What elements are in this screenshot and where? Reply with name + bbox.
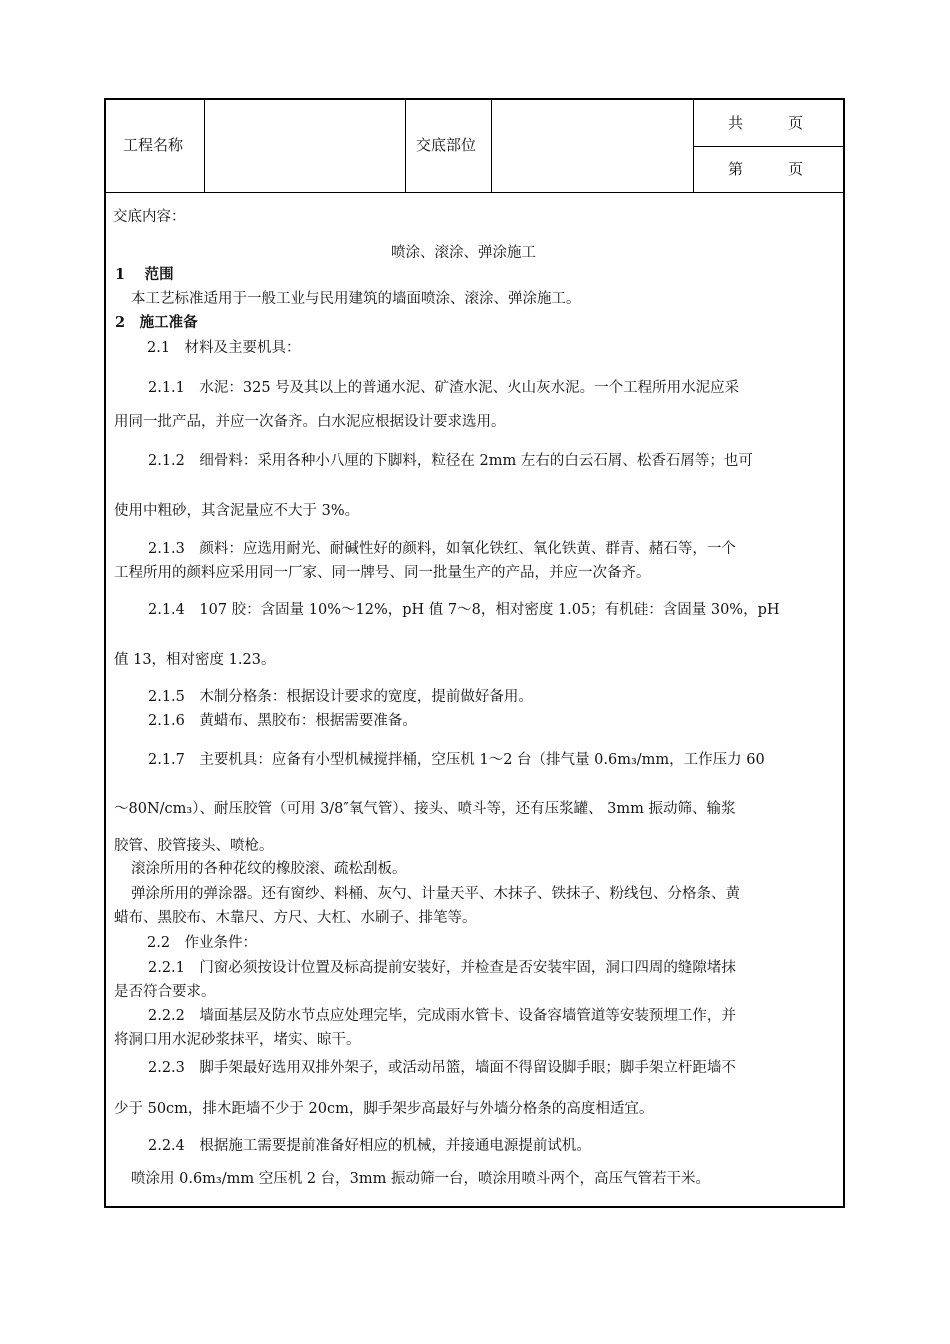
paragraph-line: ～80N/cm₃）、耐压胶管（可用 3/8″氧气管）、接头、喷斗等，还有压浆罐、 3mm 振动筛、输浆 — [114, 801, 736, 817]
paragraph-line: 少于 50cm，排木距墙不少于 20cm，脚手架步高最好与外墙分格条的高度相适宜。 — [114, 1101, 654, 1117]
paragraph-line: 用同一批产品，并应一次备齐。白水泥应根据设计要求选用。 — [114, 414, 506, 430]
paragraph-line: 2.2.4 根据施工需要提前准备好相应的机械，并接通电源提前试机。 — [148, 1138, 591, 1154]
divider — [491, 100, 492, 192]
page-number: 第 页 — [728, 160, 804, 178]
paragraph-line: 蜡布、黑胶布、木靠尺、方尺、大杠、水刷子、排笔等。 — [114, 910, 477, 926]
subsection-heading: 2.2 作业条件： — [147, 935, 258, 951]
paragraph-line: 2.1.1 水泥：325 号及其以上的普通水泥、矿渣水泥、火山灰水泥。一个工程所用水泥应采 — [148, 380, 740, 396]
divider — [204, 100, 205, 192]
paragraph-line: 将洞口用水泥砂浆抹平，堵实、晾干。 — [114, 1032, 361, 1048]
paragraph-line: 2.1.5 木制分格条：根据设计要求的宽度，提前做好备用。 — [148, 689, 533, 705]
paragraph-line: 工程所用的颜料应采用同一厂家、同一牌号、同一批量生产的产品，并应一次备齐。 — [114, 565, 651, 581]
paragraph-line: 2.2.3 脚手架最好选用双排外架子，或活动吊篮，墙面不得留设脚手眼；脚手架立杆距墙不 — [148, 1060, 736, 1076]
paragraph-line: 2.1.3 颜料：应选用耐光、耐碱性好的颜料，如氧化铁红、氧化铁黄、群青、赭石等，一个 — [148, 541, 736, 557]
disclosure-content — [106, 193, 843, 1206]
project-name-label: 工程名称 — [123, 136, 184, 154]
section-heading: 1 范围 — [115, 266, 174, 283]
paragraph-line: 本工艺标准适用于一般工业与民用建筑的墙面喷涂、滚涂、弹涂施工。 — [131, 291, 581, 307]
disclosure-form — [104, 98, 845, 1208]
document-title: 喷涂、滚涂、弹涂施工 — [391, 245, 536, 261]
paragraph-line: 值 13，相对密度 1.23。 — [114, 652, 276, 668]
paragraph-line: 2.1.7 主要机具：应备有小型机械搅拌桶，空压机 1～2 台（排气量 0.6m₃/mm，工作压力 60 — [148, 752, 765, 768]
paragraph-line: 2.2.2 墙面基层及防水节点应处理完毕，完成雨水管卡、设备容墙管道等安装预埋工作，并 — [148, 1008, 736, 1024]
location-label: 交底部位 — [416, 136, 477, 154]
paragraph-line: 胶管、胶管接头、喷枪。 — [114, 838, 274, 854]
paragraph-line: 弹涂所用的弹涂器。还有窗纱、料桶、灰勺、计量天平、木抹子、铁抹子、粉线包、分格条、黄 — [131, 886, 740, 902]
paragraph-line: 2.2.1 门窗必须按设计位置及标高提前安装好，并检查是否安装牢固，洞口四周的缝隙堵抹 — [148, 960, 736, 976]
paragraph-line: 2.1.6 黄蜡布、黑胶布：根据需要准备。 — [148, 713, 417, 729]
paragraph-line: 2.1.2 细骨料：采用各种小八厘的下脚料，粒径在 2mm 左右的白云石屑、松香石屑等；也可 — [148, 453, 753, 469]
subsection-heading: 2.1 材料及主要机具： — [147, 340, 301, 356]
content-intro: 交底内容： — [113, 209, 186, 225]
section-heading: 2 施工准备 — [115, 314, 198, 331]
divider — [693, 146, 845, 147]
paragraph-line: 2.1.4 107 胶：含固量 10%～12%，pH 值 7～8，相对密度 1.05；有机硅：含固量 30%，pH — [148, 602, 780, 618]
paragraph-line: 是否符合要求。 — [114, 984, 216, 1000]
paragraph-line: 喷涂用 0.6m₃/mm 空压机 2 台，3mm 振动筛一台，喷涂用喷斗两个，高压气管若干米。 — [131, 1171, 710, 1187]
divider — [405, 100, 406, 192]
total-pages: 共 页 — [728, 114, 804, 132]
paragraph-line: 使用中粗砂，其含泥量应不大于 3%。 — [114, 503, 360, 519]
paragraph-line: 滚涂所用的各种花纹的橡胶滚、疏松刮板。 — [131, 861, 407, 877]
